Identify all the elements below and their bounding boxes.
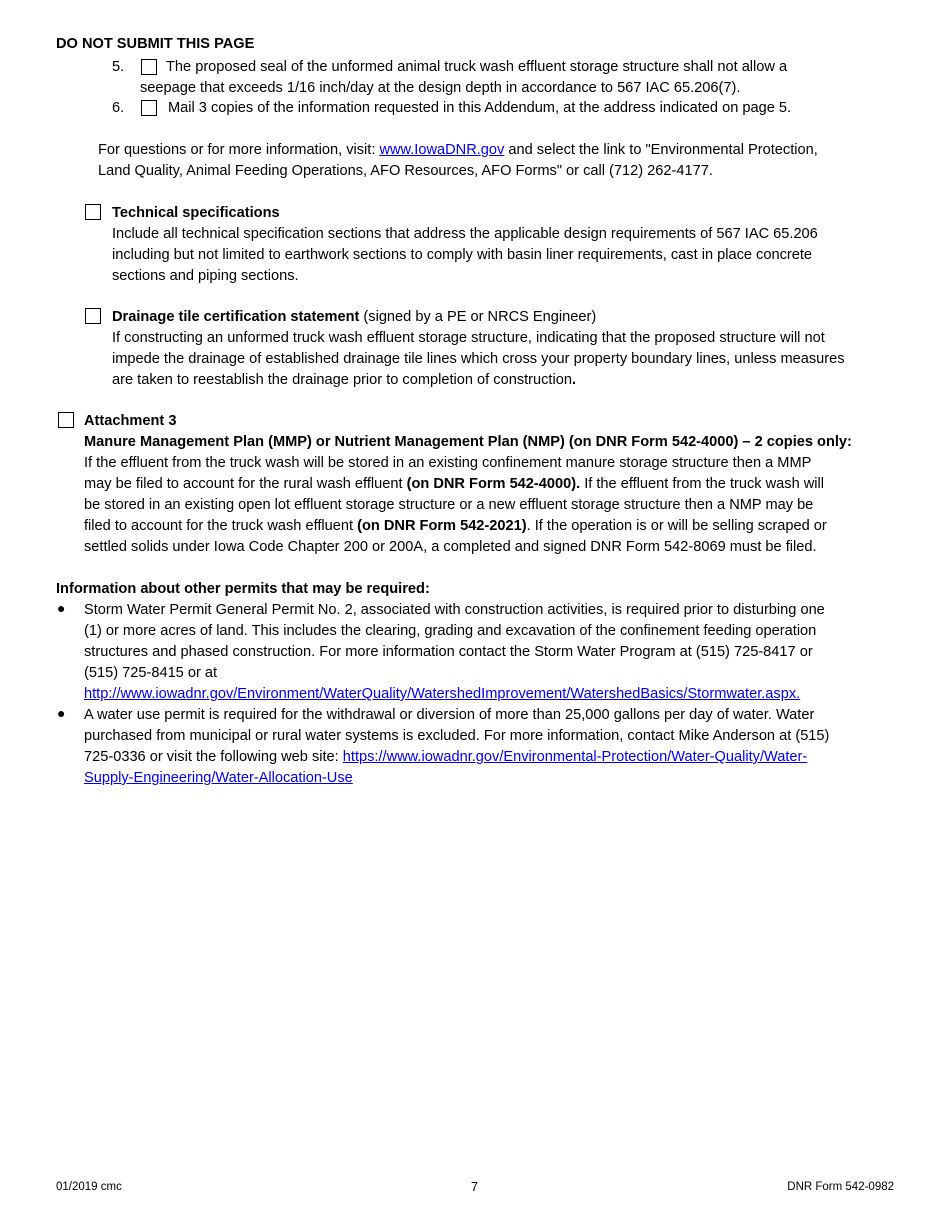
questions-line2: Land Quality, Animal Feeding Operations, AFO Resources, AFO Forms" or call (712) 262-4177. [98,163,713,179]
storm-line4: (515) 725-8415 or at [84,665,218,681]
attachment3-line5: settled solids under Iowa Code Chapter 200 or 200A, a completed and signed DNR Form 542-8069 must be filed. [84,539,817,555]
stormwater-link[interactable]: http://www.iowadnr.gov/Environment/WaterQuality/WatershedImprovement/WatershedBasics/Stormwater.aspx. [84,686,801,702]
drainage-line3: are taken to reestablish the drainage prior to completion of construction. [112,372,577,388]
attachment3-line2: may be filed to account for the rural wash effluent (on DNR Form 542-4000). If the effluent from the truck wash will [84,476,825,492]
drainage-title: Drainage tile certification statement (signed by a PE or NRCS Engineer) [112,309,597,325]
water-line4 [84,768,353,789]
item-5-text-line2: seepage that exceeds 1/16 inch/day at the design depth in accordance to 567 IAC 65.206(7). [140,80,741,96]
footer-right: DNR Form 542-0982 [787,1181,894,1193]
bullet-storm: ● [57,600,66,616]
item-5-text: The proposed seal of the unformed animal truck wash effluent storage structure shall not allow a [166,59,788,75]
header-text: DO NOT SUBMIT THIS PAGE [56,36,255,52]
drainage-line1: If constructing an unformed truck wash effluent storage structure, indicating that the proposed structure will not [112,330,825,346]
storm-line2: (1) or more acres of land. This includes the clearing, grading and excavation of the confinement feeding operation [84,623,817,639]
water-allocation-link-part2[interactable]: Supply-Engineering/Water-Allocation-Use [84,770,353,786]
tech-specs-line1: Include all technical specification sections that address the applicable design requirements of 567 IAC 65.206 [112,226,818,242]
attachment3-subtitle: Manure Management Plan (MMP) or Nutrient Management Plan (NMP) (on DNR Form 542-4000) – 2 copies only: [84,434,852,450]
storm-line3: structures and phased construction. For more information contact the Storm Water Program at (515) 725-8417 or [84,644,813,660]
footer-left: 01/2019 cmc [56,1181,122,1193]
questions-line1: For questions or for more information, visit: www.IowaDNR.gov and select the link to "Environmental Protection, [98,142,818,158]
tech-specs-line3: sections and piping sections. [112,268,299,284]
water-line3: 725-0336 or visit the following web site: https://www.iowadnr.gov/Environmental-Protection/Water-Quality/Water- [84,749,808,765]
water-line2: purchased from municipal or rural water systems is excluded. For more information, contact Mike Anderson at (515) [84,728,830,744]
drainage-checkbox[interactable] [85,308,101,324]
item-number-6: 6. [112,100,125,116]
permits-title: Information about other permits that may be required: [56,581,430,597]
tech-specs-checkbox[interactable] [85,204,101,220]
attachment3-line4: filed to account for the truck wash effluent (on DNR Form 542-2021). If the operation is or will be selling scraped or [84,518,827,534]
storm-line5 [84,684,800,705]
page-number: 7 [471,1180,478,1194]
item-6-text: Mail 3 copies of the information requested in this Addendum, at the address indicated on page 5. [168,100,792,116]
item-6-checkbox[interactable] [141,100,157,116]
attachment3-line1: If the effluent from the truck wash will be stored in an existing confinement manure storage structure then a MMP [84,455,812,471]
tech-specs-title: Technical specifications [112,205,280,221]
attachment3-checkbox[interactable] [58,412,74,428]
attachment3-line3: be stored in an existing open lot effluent storage structure or a new effluent storage structure then a NMP may be [84,497,814,513]
item-number-5: 5. [112,59,125,75]
page-header [56,34,254,55]
storm-line1: Storm Water Permit General Permit No. 2, associated with construction activities, is required prior to disturbing one [84,602,825,618]
item-5-checkbox[interactable] [141,59,157,75]
iowadnr-link[interactable]: www.IowaDNR.gov [379,142,505,158]
attachment3-title: Attachment 3 [84,413,177,429]
water-allocation-link-part1[interactable]: https://www.iowadnr.gov/Environmental-Protection/Water-Quality/Water- [342,749,808,765]
drainage-line2: impede the drainage of established drainage tile lines which cross your property boundary lines, unless measures [112,351,845,367]
bullet-water: ● [57,705,66,721]
water-line1: A water use permit is required for the withdrawal or diversion of more than 25,000 gallons per day of water. Water [84,707,815,723]
tech-specs-line2: including but not limited to earthwork sections to comply with basin liner requirements, cast in place concrete [112,247,813,263]
